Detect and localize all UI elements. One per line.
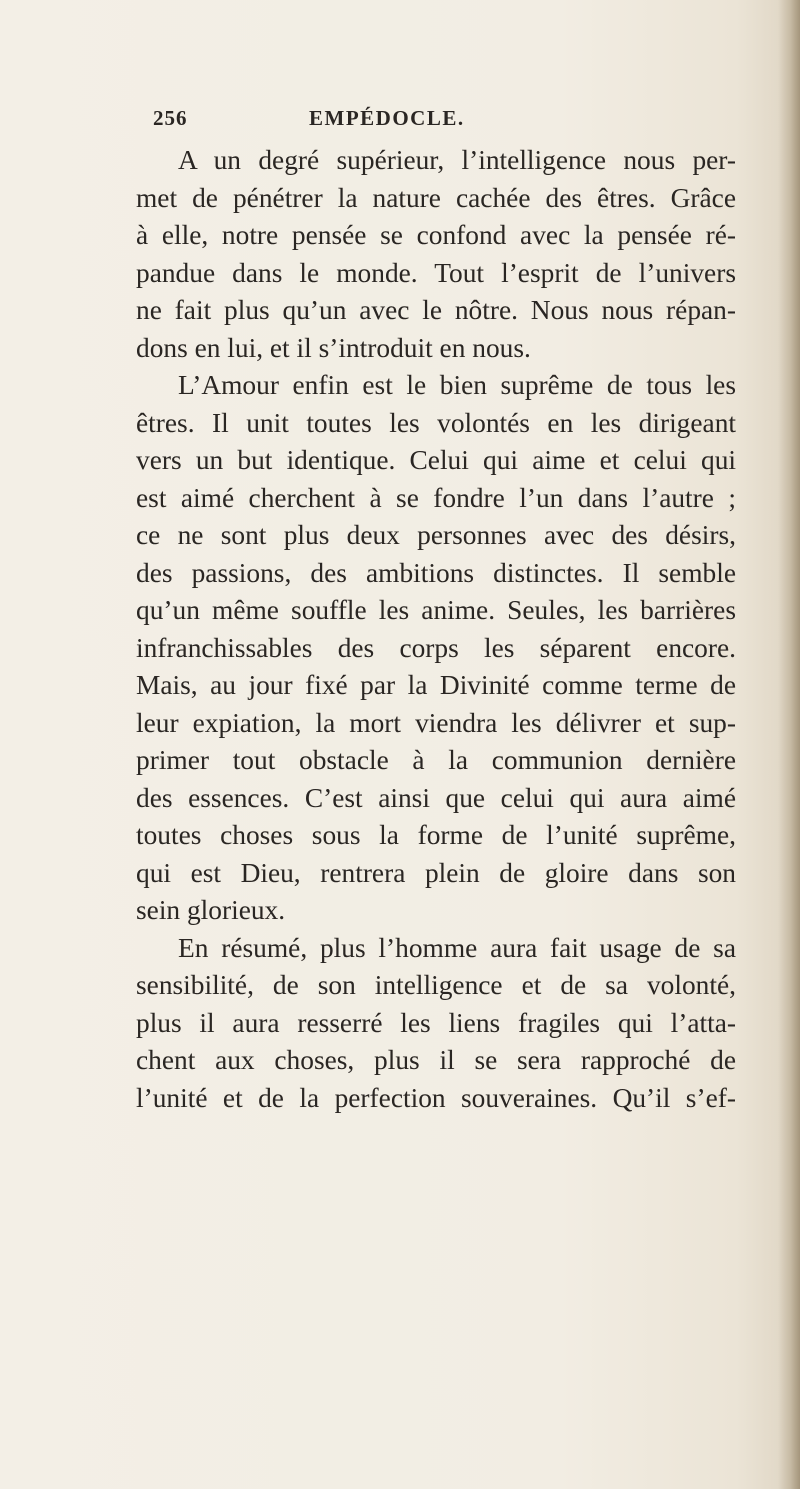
text-line: dons en lui, et il s’introduit en nous. — [136, 332, 531, 363]
text-line: Mais, au jour fixé par la Divinité comme terme de — [136, 670, 736, 700]
text-line: des passions, des ambitions distinctes. Il semble — [136, 557, 736, 588]
text-line: met de pénétrer la nature cachée des êtres. Grâce — [136, 182, 736, 213]
text-line: l’unité et de la perfection souveraines. Qu’il s’ef- — [136, 1082, 736, 1113]
text-line: leur expiation, la mort viendra les délivrer et sup- — [136, 707, 736, 738]
text-line: sein glorieux. — [136, 895, 286, 925]
text-line: sensibilité, de son intelligence et de sa volonté, — [136, 970, 736, 1000]
text-line: qu’un même souffle les anime. Seules, les barrières — [136, 595, 736, 625]
text-line: êtres. Il unit toutes les volontés en les dirigeant — [136, 407, 736, 438]
text-line: primer tout obstacle à la communion dernière — [136, 745, 736, 775]
text-line: des essences. C’est ainsi que celui qui aura aimé — [136, 782, 736, 813]
text-line: infranchissables des corps les séparent encore. — [136, 632, 736, 663]
text-line: ce ne sont plus deux personnes avec des désirs, — [136, 520, 736, 550]
body-text — [136, 142, 736, 1117]
text-line: plus il aura resserré les liens fragiles qui l’atta- — [136, 1007, 736, 1038]
running-header — [153, 106, 513, 136]
page-edge-shadow — [778, 0, 800, 1489]
text-line: chent aux choses, plus il se sera rapproché de — [136, 1045, 736, 1075]
text-line: est aimé cherchent à se fondre l’un dans l’autre ; — [136, 482, 736, 513]
text-line: pandue dans le monde. Tout l’esprit de l’univers — [136, 257, 736, 288]
text-line: L’Amour enfin est le bien suprême de tous les — [178, 370, 736, 400]
text-line: qui est Dieu, rentrera plein de gloire dans son — [136, 857, 736, 888]
text-line: à elle, notre pensée se confond avec la pensée ré- — [136, 220, 736, 250]
text-line: A un degré supérieur, l’intelligence nous per- — [178, 145, 736, 175]
text-line: En résumé, plus l’homme aura fait usage de sa — [178, 932, 736, 963]
running-title: EMPÉDOCLE. — [309, 106, 465, 130]
text-line: vers un but identique. Celui qui aime et celui qui — [136, 445, 736, 475]
page-number: 256 — [153, 106, 188, 130]
text-line: toutes choses sous la forme de l’unité suprême, — [136, 820, 736, 850]
text-line: ne fait plus qu’un avec le nôtre. Nous nous répan- — [136, 295, 736, 325]
